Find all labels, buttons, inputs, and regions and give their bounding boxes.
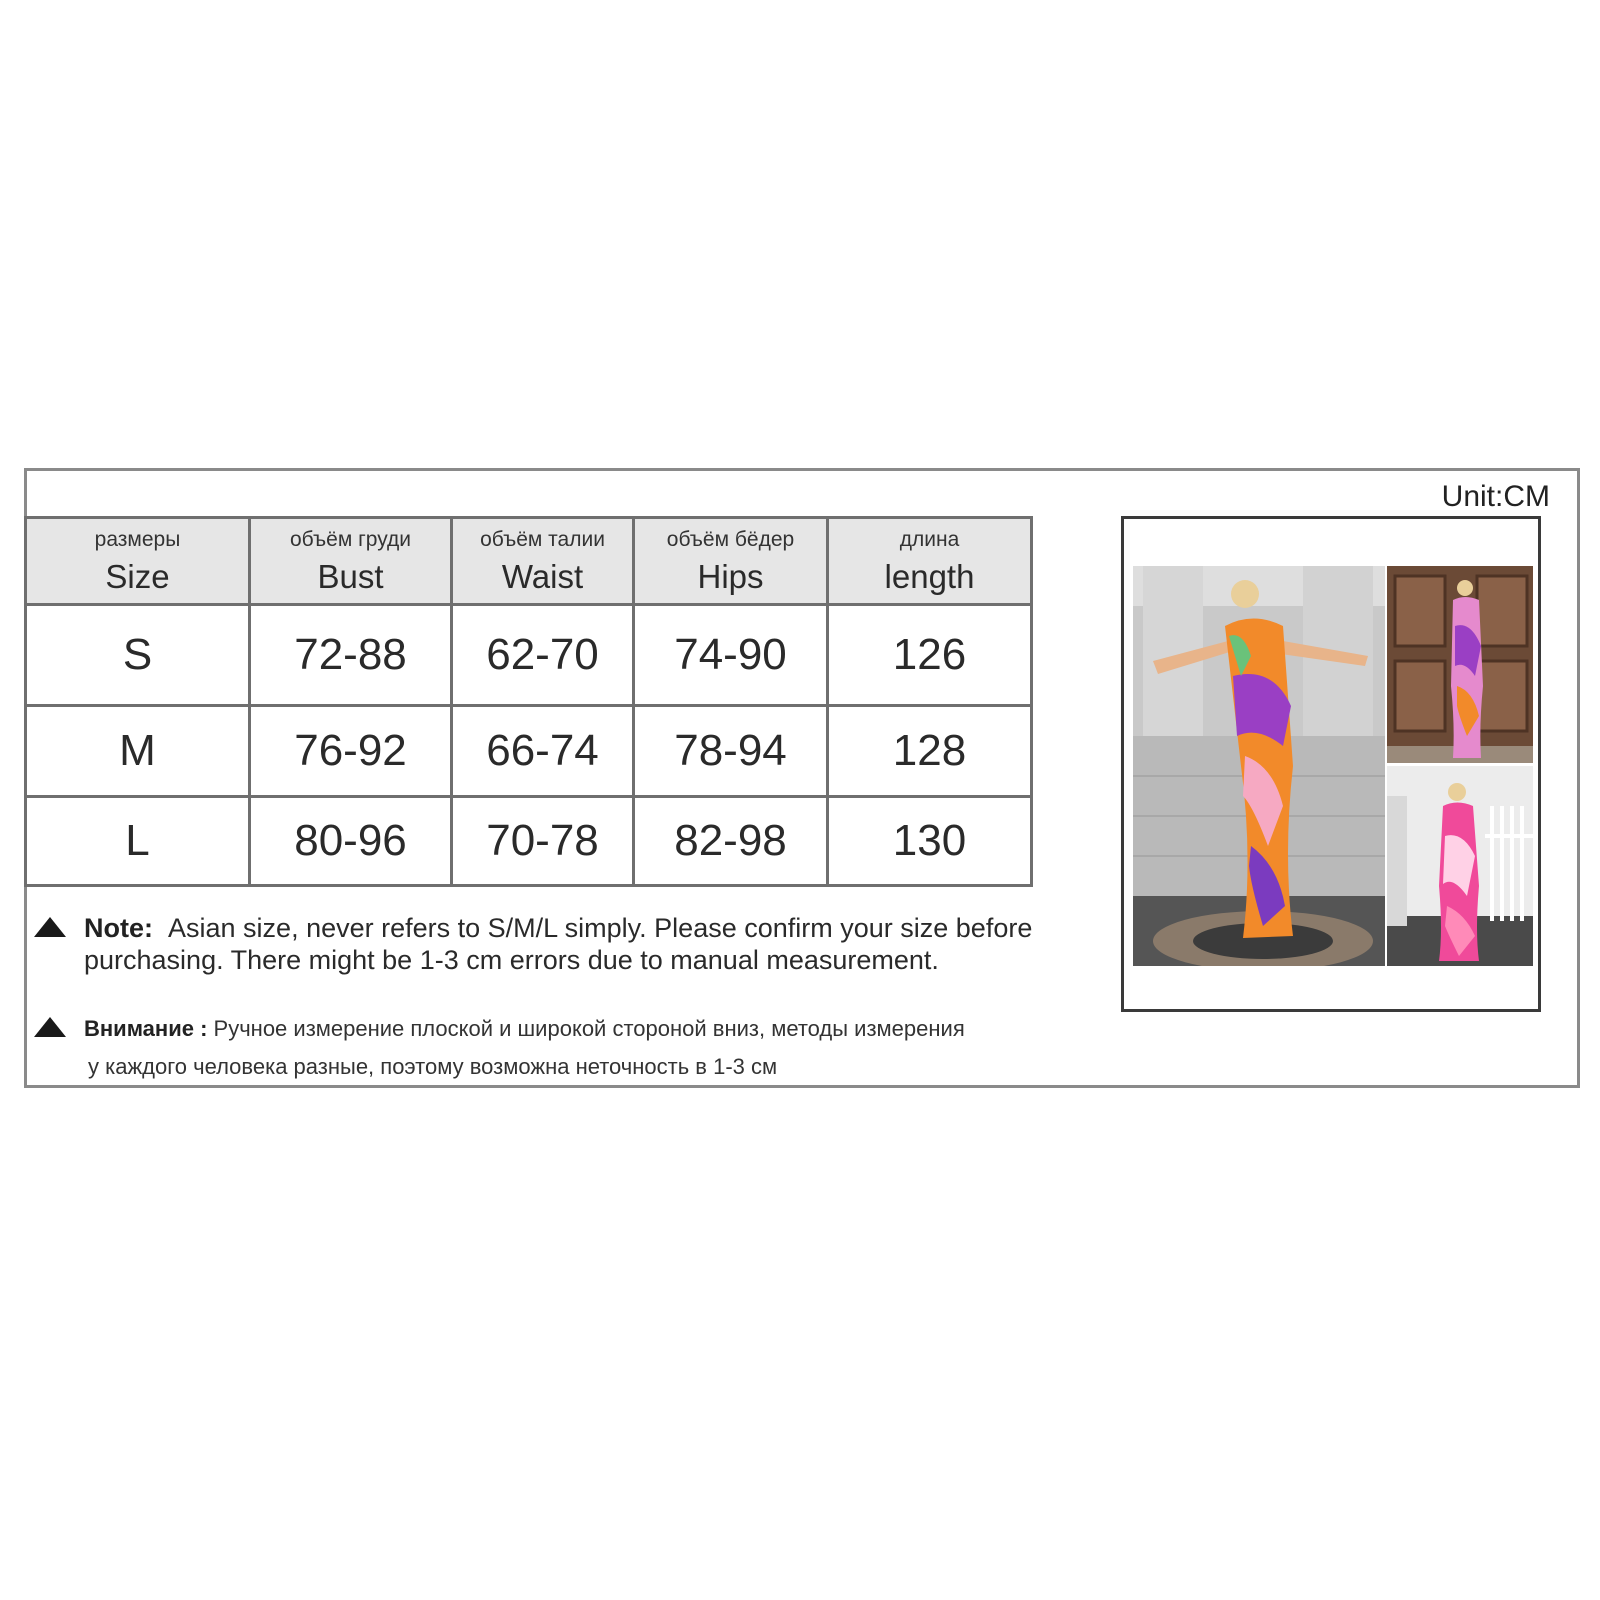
note-ru-line2: у каждого человека разные, поэтому возможна неточность в 1-3 см <box>88 1054 778 1079</box>
table-header-row <box>26 518 1032 605</box>
cell-hips: 74-90 <box>634 605 828 706</box>
cell-waist: 70-78 <box>452 797 634 886</box>
cell-waist: 66-74 <box>452 706 634 797</box>
model-door-photo <box>1387 566 1533 763</box>
cell-size: S <box>26 605 250 706</box>
header-bust: объём груди Bust <box>250 518 452 605</box>
cell-bust: 76-92 <box>250 706 452 797</box>
triangle-up-icon <box>34 917 66 937</box>
header-size: размеры Size <box>26 518 250 605</box>
note-russian <box>30 1010 1090 1086</box>
table-row <box>26 706 1032 797</box>
note-english <box>30 912 1090 976</box>
cell-bust: 72-88 <box>250 605 452 706</box>
table-row <box>26 605 1032 706</box>
cell-bust: 80-96 <box>250 797 452 886</box>
cell-hips: 82-98 <box>634 797 828 886</box>
header-hips: объём бёдер Hips <box>634 518 828 605</box>
cell-hips: 78-94 <box>634 706 828 797</box>
product-photo-box <box>1121 516 1541 1012</box>
size-table <box>24 516 1033 887</box>
header-waist: объём талии Waist <box>452 518 634 605</box>
note-ru-label: Внимание : <box>84 1016 208 1041</box>
cell-length: 126 <box>828 605 1032 706</box>
header-length: длина length <box>828 518 1032 605</box>
model-fence-photo <box>1387 766 1533 966</box>
cell-waist: 62-70 <box>452 605 634 706</box>
note-ru-line1: Ручное измерение плоской и широкой стороной вниз, методы измерения <box>213 1016 965 1041</box>
cell-size: M <box>26 706 250 797</box>
note-label: Note: <box>84 913 153 943</box>
note-text-line2: purchasing. There might be 1-3 cm errors due to manual measurement. <box>84 945 939 975</box>
note-text-line1: Asian size, never refers to S/M/L simply. Please confirm your size before <box>168 913 1033 943</box>
cell-length: 130 <box>828 797 1032 886</box>
triangle-up-icon <box>34 1017 66 1037</box>
model-wall-photo <box>1133 566 1385 966</box>
table-row <box>26 797 1032 886</box>
cell-size: L <box>26 797 250 886</box>
unit-label: Unit:CM <box>1441 480 1550 513</box>
cell-length: 128 <box>828 706 1032 797</box>
